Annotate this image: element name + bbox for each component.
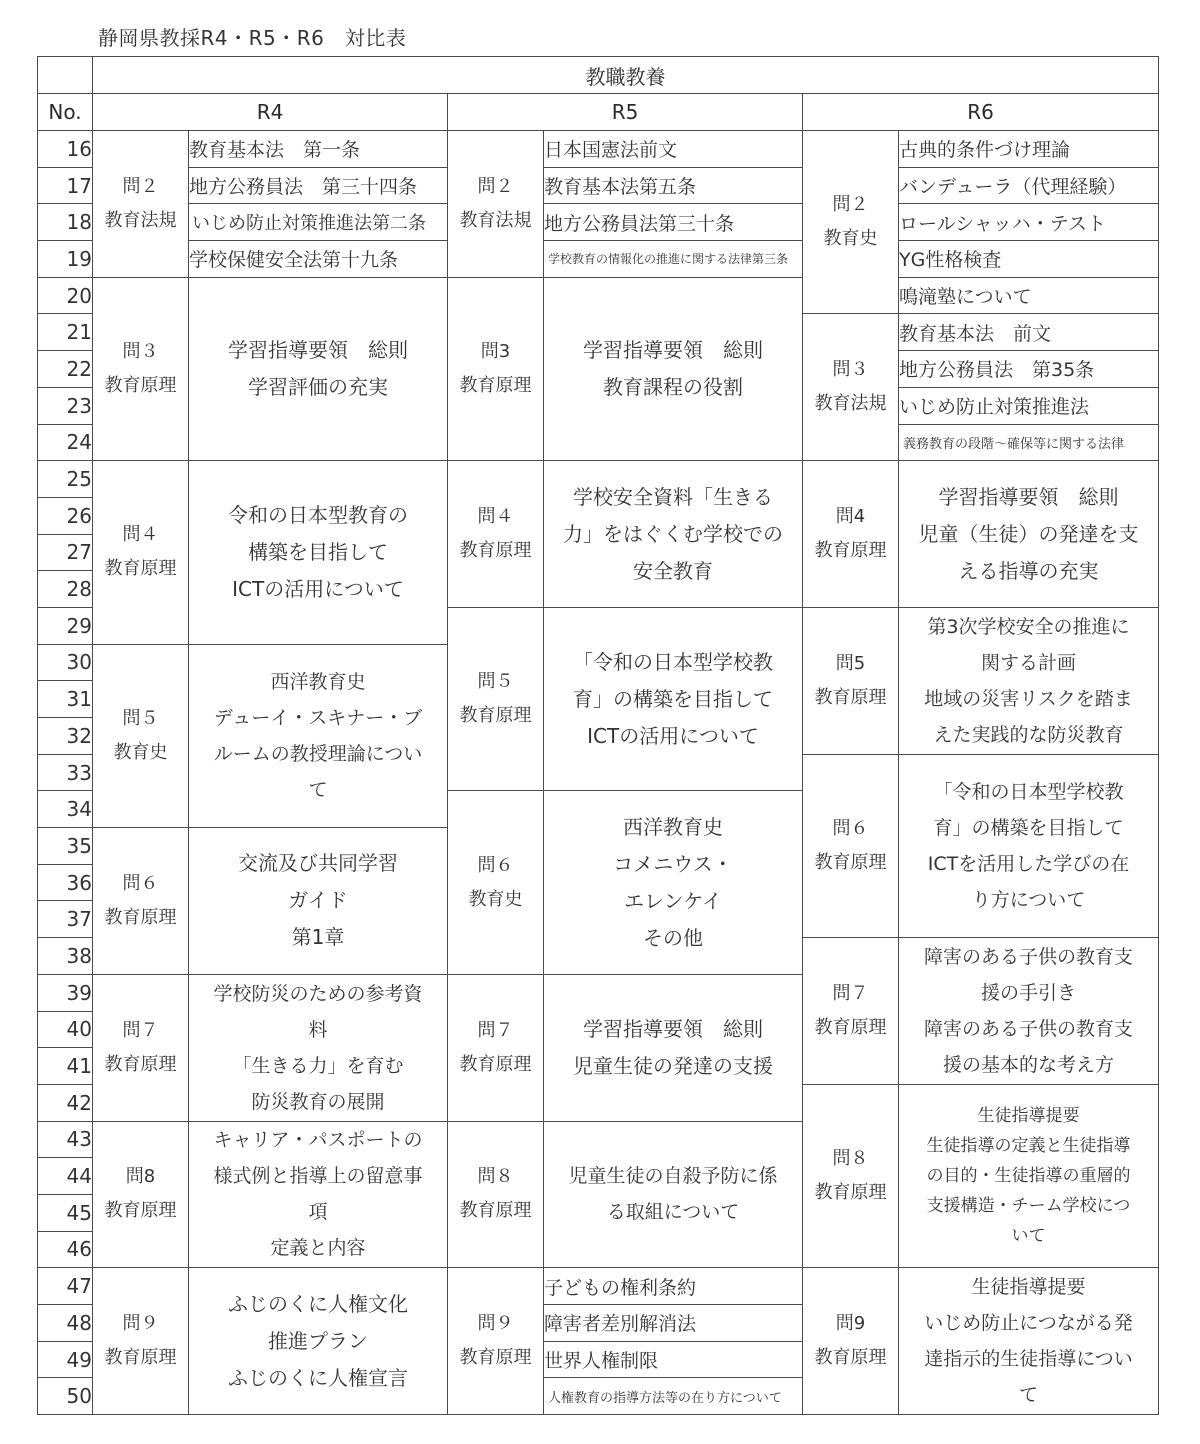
r5-q9-item: 子どもの権利条約 <box>544 1268 803 1305</box>
row-number: 17 <box>38 167 93 204</box>
row-number: 40 <box>38 1011 93 1048</box>
row-number: 21 <box>38 314 93 351</box>
r4-q6-content: 交流及び共同学習 ガイド 第1章 <box>189 828 448 975</box>
r6-q2-item: バンデューラ（代理経験） <box>899 167 1159 204</box>
row-number: 44 <box>38 1158 93 1195</box>
r5-q7-content: 学習指導要領 総則 児童生徒の発達の支援 <box>544 974 803 1121</box>
r5-q2-item: 教育基本法第五条 <box>544 167 803 204</box>
r6-q3-item: 教育基本法 前文 <box>899 314 1159 351</box>
r5-q3-content: 学習指導要領 総則 教育課程の役割 <box>544 277 803 460</box>
r6-q8-label: 問８ 教育原理 <box>803 1084 899 1267</box>
row-number: 20 <box>38 277 93 314</box>
row-number: 30 <box>38 644 93 681</box>
r5-q6-label: 問６ 教育史 <box>448 791 544 974</box>
row-number: 16 <box>38 131 93 168</box>
row-number: 18 <box>38 204 93 241</box>
r4-q9-content: ふじのくに人権文化 推進プラン ふじのくに人権宣言 <box>189 1268 448 1415</box>
row-number: 36 <box>38 864 93 901</box>
r5-q9-item: 世界人権制限 <box>544 1341 803 1378</box>
r5-q4-label: 問４ 教育原理 <box>448 461 544 608</box>
r5-q9-item: 障害者差別解消法 <box>544 1305 803 1342</box>
row-number: 41 <box>38 1048 93 1085</box>
r6-q2-item: ロールシャッハ・テスト <box>899 204 1159 241</box>
r5-q4-content: 学校安全資料「生きる 力」をはぐくむ学校での 安全教育 <box>544 461 803 608</box>
row-number: 48 <box>38 1305 93 1342</box>
r4-q3-content: 学習指導要領 総則 学習評価の充実 <box>189 277 448 460</box>
r6-q7-label: 問７ 教育原理 <box>803 938 899 1085</box>
r4-q8-label: 問8 教育原理 <box>93 1121 189 1268</box>
r6-q3-item: 義務教育の段階～確保等に関する法律 <box>899 424 1159 461</box>
r4-q2-label: 問２ 教育法規 <box>93 131 189 278</box>
r5-q6-content: 西洋教育史 コメニウス・ エレンケイ その他 <box>544 791 803 974</box>
r6-q9-content: 生徒指導提要 いじめ防止につながる発 達指示的生徒指導につい て <box>899 1268 1159 1415</box>
r5-q3-label: 問3 教育原理 <box>448 277 544 460</box>
r4-q8-content: キャリア・パスポートの 様式例と指導上の留意事 項 定義と内容 <box>189 1121 448 1268</box>
row-number: 47 <box>38 1268 93 1305</box>
row-number: 42 <box>38 1084 93 1121</box>
row-number: 25 <box>38 461 93 498</box>
row-number: 24 <box>38 424 93 461</box>
r5-q7-label: 問７ 教育原理 <box>448 974 544 1121</box>
row-number: 43 <box>38 1121 93 1158</box>
r6-q2-item: 古典的条件づけ理論 <box>899 131 1159 168</box>
r5-q2-item: 学校教育の情報化の推進に関する法律第三条 <box>544 241 803 278</box>
r6-q7-content: 障害のある子供の教育支 援の手引き 障害のある子供の教育支 援の基本的な考え方 <box>899 938 1159 1085</box>
r4-q7-content: 学校防災のための参考資 料 「生きる力」を育む 防災教育の展開 <box>189 974 448 1121</box>
r4-q2-item: いじめ防止対策推進法第二条 <box>189 204 448 241</box>
r4-q5-content: 西洋教育史 デューイ・スキナー・ブ ルームの教授理論につい て <box>189 644 448 827</box>
r6-q6-content: 「令和の日本型学校教 育」の構築を目指して ICTを活用した学びの在 り方について <box>899 754 1159 937</box>
r6-q6-label: 問６ 教育原理 <box>803 754 899 937</box>
row-number: 39 <box>38 974 93 1011</box>
r4-q7-label: 問７ 教育原理 <box>93 974 189 1121</box>
r5-q8-label: 問８ 教育原理 <box>448 1121 544 1268</box>
row-number: 49 <box>38 1341 93 1378</box>
r4-q4-label: 問４ 教育原理 <box>93 461 189 644</box>
year-header-r4: R4 <box>93 94 448 131</box>
row-number: 32 <box>38 718 93 755</box>
r5-q9-item: 人権教育の指導方法等の在り方について <box>544 1378 803 1415</box>
r5-q9-label: 問９ 教育原理 <box>448 1268 544 1415</box>
row-number: 28 <box>38 571 93 608</box>
row-number: 45 <box>38 1194 93 1231</box>
r6-q3-item: 地方公務員法 第35条 <box>899 351 1159 388</box>
r5-q2-item: 地方公務員法第三十条 <box>544 204 803 241</box>
r5-q8-content: 児童生徒の自殺予防に係 る取組について <box>544 1121 803 1268</box>
r6-q4-label: 問4 教育原理 <box>803 461 899 608</box>
r6-q3-label: 問３ 教育法規 <box>803 314 899 461</box>
r6-q2-label: 問２ 教育史 <box>803 131 899 314</box>
r4-q5-label: 問５ 教育史 <box>93 644 189 827</box>
r5-q5-label: 問５ 教育原理 <box>448 607 544 790</box>
row-number: 37 <box>38 901 93 938</box>
row-number: 38 <box>38 938 93 975</box>
document-title: 静岡県教採R4・R5・R6 対比表 <box>98 26 407 50</box>
no-header: No. <box>38 94 93 131</box>
comparison-table <box>37 56 1159 1415</box>
row-number: 23 <box>38 387 93 424</box>
r6-q8-content: 生徒指導提要 生徒指導の定義と生徒指導 の目的・生徒指導の重層的 支援構造・チーム学校につ いて <box>899 1084 1159 1267</box>
year-header-r5: R5 <box>448 94 803 131</box>
row-number: 46 <box>38 1231 93 1268</box>
row-number: 27 <box>38 534 93 571</box>
row-number: 35 <box>38 828 93 865</box>
row-number: 29 <box>38 607 93 644</box>
r5-q5-content: 「令和の日本型学校教 育」の構築を目指して ICTの活用について <box>544 607 803 790</box>
row-number: 34 <box>38 791 93 828</box>
r6-q3-item: いじめ防止対策推進法 <box>899 387 1159 424</box>
r6-q2-item: 鳴滝塾について <box>899 277 1159 314</box>
r6-q9-label: 問9 教育原理 <box>803 1268 899 1415</box>
r6-q2-item: YG性格検査 <box>899 241 1159 278</box>
row-number: 31 <box>38 681 93 718</box>
category-header: 教職教養 <box>93 57 1159 94</box>
r4-q2-item: 学校保健安全法第十九条 <box>189 241 448 278</box>
row-number: 22 <box>38 351 93 388</box>
corner-cell <box>38 57 93 94</box>
row-number: 26 <box>38 497 93 534</box>
year-header-r6: R6 <box>803 94 1159 131</box>
r4-q2-item: 地方公務員法 第三十四条 <box>189 167 448 204</box>
r4-q6-label: 問６ 教育原理 <box>93 828 189 975</box>
r4-q4-content: 令和の日本型教育の 構築を目指して ICTの活用について <box>189 461 448 644</box>
r4-q2-item: 教育基本法 第一条 <box>189 131 448 168</box>
row-number: 19 <box>38 241 93 278</box>
r6-q5-content: 第3次学校安全の推進に 関する計画 地域の災害リスクを踏ま えた実践的な防災教育 <box>899 607 1159 754</box>
r5-q2-label: 問２ 教育法規 <box>448 131 544 278</box>
r4-q3-label: 問３ 教育原理 <box>93 277 189 460</box>
row-number: 50 <box>38 1378 93 1415</box>
row-number: 33 <box>38 754 93 791</box>
r6-q5-label: 問5 教育原理 <box>803 607 899 754</box>
r5-q2-item: 日本国憲法前文 <box>544 131 803 168</box>
r4-q9-label: 問９ 教育原理 <box>93 1268 189 1415</box>
r6-q4-content: 学習指導要領 総則 児童（生徒）の発達を支 える指導の充実 <box>899 461 1159 608</box>
